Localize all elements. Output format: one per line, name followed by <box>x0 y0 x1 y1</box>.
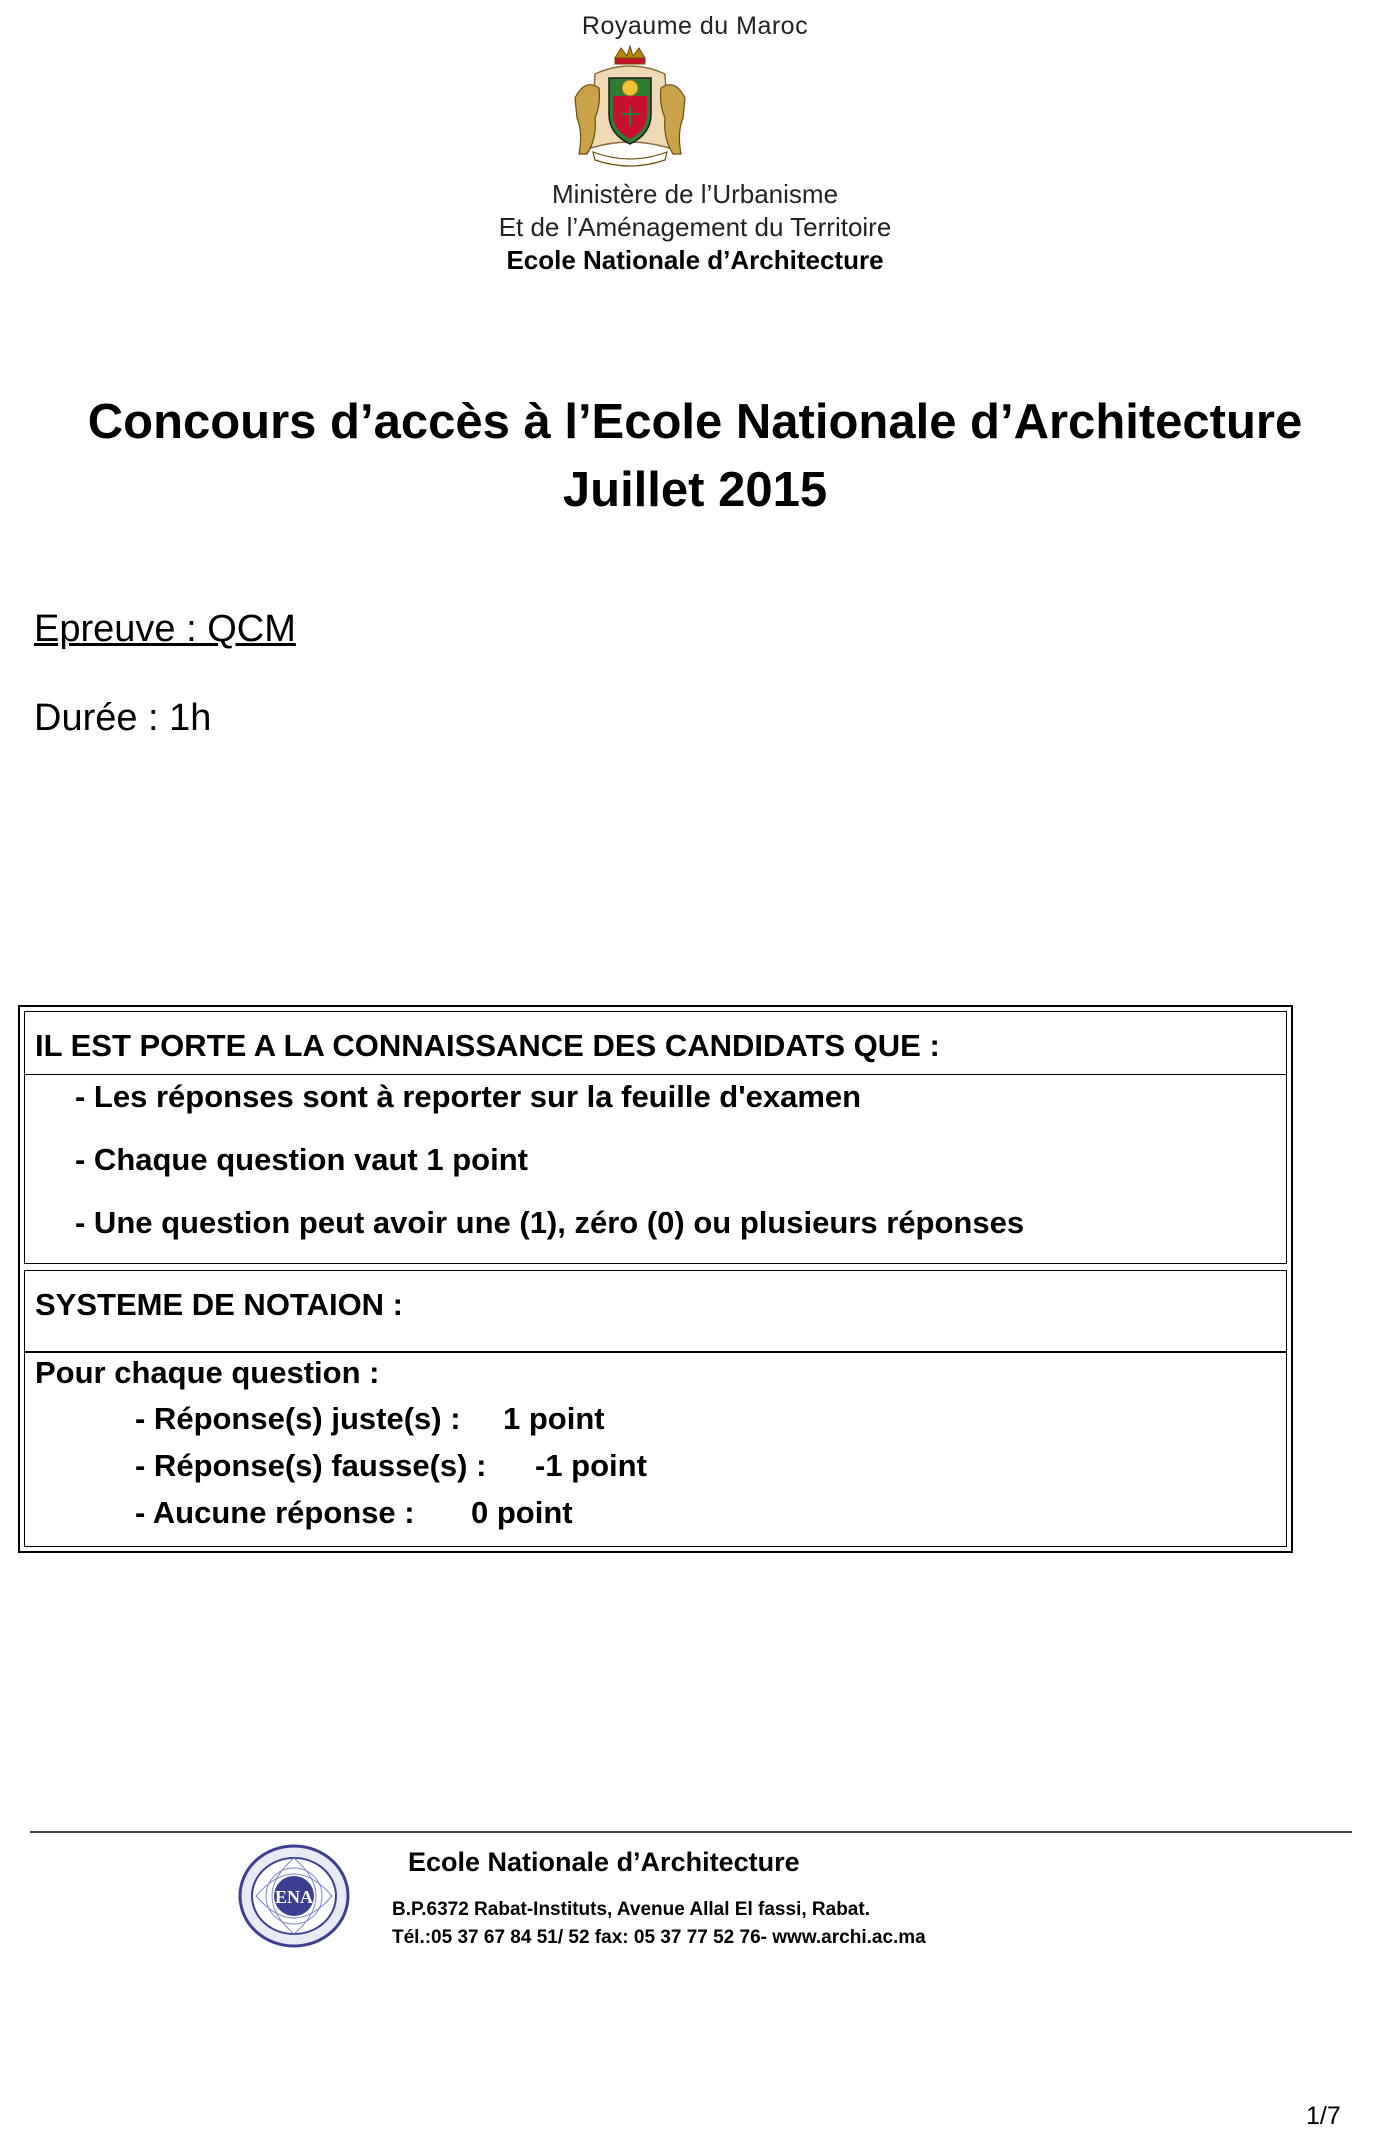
grading-rule-value: -1 point <box>535 1448 647 1483</box>
school-name: Ecole Nationale d’Architecture <box>506 245 884 275</box>
notice-heading: IL EST PORTE A LA CONNAISSANCE DES CANDIDATS QUE : <box>35 1028 940 1063</box>
exam-type: Epreuve : QCM <box>34 608 296 650</box>
grading-heading-cell <box>24 1270 1287 1352</box>
footer-address-block <box>392 1896 926 1952</box>
grading-rule-label: - Réponse(s) fausse(s) : <box>135 1448 487 1483</box>
ministry-line-1: Ministère de l’Urbanisme <box>551 179 839 209</box>
grading-rules-cell <box>24 1351 1287 1547</box>
seal-text: ENA <box>274 1887 314 1907</box>
ministry-line-2: Et de l’Aménagement du Territoire <box>498 212 892 242</box>
notice-items-cell <box>24 1074 1287 1264</box>
ministry-block <box>0 178 1390 277</box>
grading-intro: Pour chaque question : <box>35 1355 380 1390</box>
title-line-1: Concours d’accès à l’Ecole Nationale d’Architecture <box>87 395 1303 449</box>
instructions-box <box>18 1005 1293 1553</box>
grading-heading: SYSTEME DE NOTAION : <box>35 1287 404 1322</box>
page-number: 1/7 <box>1306 2102 1341 2130</box>
grading-rule-value: 0 point <box>471 1495 573 1530</box>
footer-divider <box>30 1831 1352 1833</box>
grading-rule-label: - Aucune réponse : <box>135 1495 415 1530</box>
coat-of-arms-icon <box>565 44 695 168</box>
footer-school-name: Ecole Nationale d’Architecture <box>408 1847 800 1877</box>
ena-seal-icon <box>236 1842 352 1950</box>
footer-address: B.P.6372 Rabat-Instituts, Avenue Allal El fassi, Rabat. <box>392 1899 870 1920</box>
notice-heading-cell <box>24 1011 1287 1075</box>
notice-item: - Chaque question vaut 1 point <box>75 1142 528 1177</box>
grading-rule-label: - Réponse(s) juste(s) : <box>135 1401 461 1436</box>
exam-duration: Durée : 1h <box>34 697 212 739</box>
grading-rule-value: 1 point <box>503 1401 605 1436</box>
page-title <box>0 388 1390 524</box>
kingdom-label: Royaume du Maroc <box>581 12 809 40</box>
notice-item: - Les réponses sont à reporter sur la feuille d'examen <box>75 1079 862 1114</box>
notice-item: - Une question peut avoir une (1), zéro (0) ou plusieurs réponses <box>75 1205 1025 1240</box>
title-line-2: Juillet 2015 <box>562 463 828 517</box>
footer-contact: Tél.:05 37 67 84 51/ 52 fax: 05 37 77 52 76- www.archi.ac.ma <box>392 1927 926 1948</box>
